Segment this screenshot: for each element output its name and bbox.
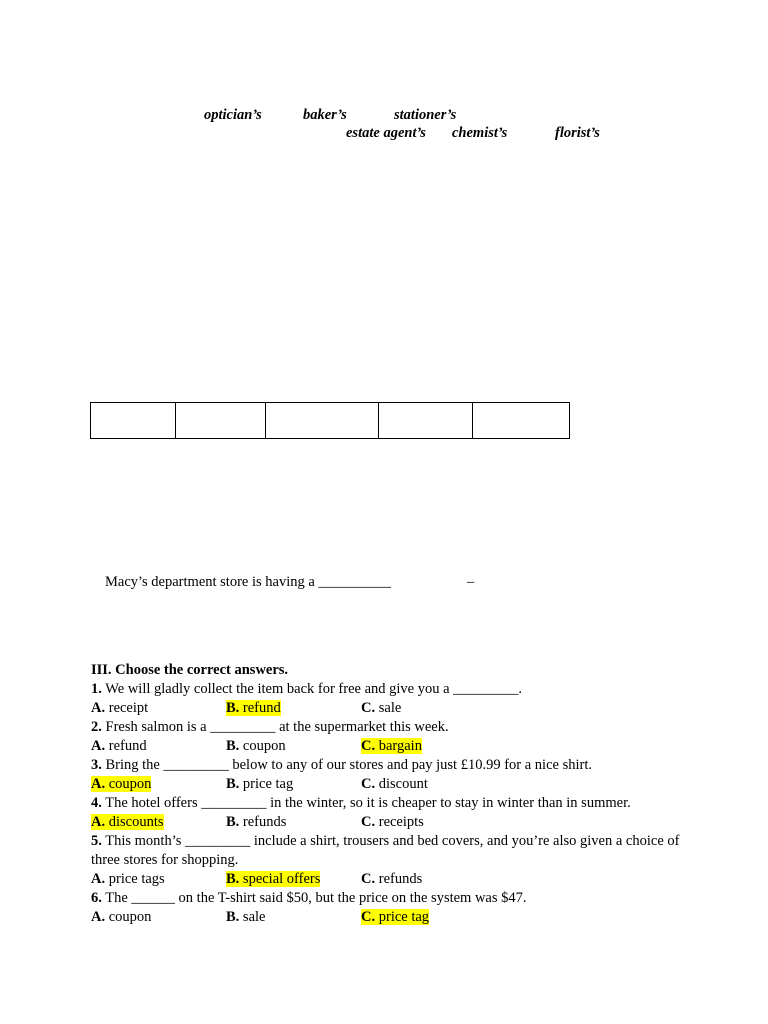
option-c[interactable]	[361, 908, 429, 927]
option-letter: B.	[226, 814, 240, 830]
word-chemists: chemist’s	[452, 125, 508, 141]
option-content	[226, 814, 286, 830]
answer-cell	[473, 403, 570, 439]
option-text: price tag	[378, 909, 430, 925]
options-row	[91, 870, 711, 889]
question-number: 2.	[91, 719, 102, 735]
word-bakers: baker’s	[303, 107, 347, 123]
option-letter: B.	[226, 700, 240, 716]
option-content	[226, 776, 293, 792]
option-letter: A.	[91, 700, 106, 716]
word-estate-agents: estate agent’s	[346, 125, 426, 141]
option-letter: B.	[226, 909, 240, 925]
options-row	[91, 908, 711, 927]
option-text: refund	[108, 738, 147, 754]
option-text: special offers	[242, 871, 321, 887]
option-b[interactable]	[226, 775, 293, 794]
highlighted-answer	[91, 776, 151, 792]
option-b[interactable]	[226, 908, 265, 927]
option-content	[91, 738, 147, 754]
option-a[interactable]	[91, 775, 151, 794]
highlighted-answer	[361, 909, 429, 925]
question-4	[91, 794, 711, 813]
option-text: coupon	[108, 776, 152, 792]
highlighted-answer	[226, 871, 320, 887]
option-b[interactable]	[226, 870, 320, 889]
answer-cell	[379, 403, 473, 439]
option-content	[226, 909, 265, 925]
highlighted-answer	[361, 738, 422, 754]
option-text: price tags	[108, 871, 165, 887]
options-row	[91, 737, 711, 756]
option-b[interactable]	[226, 813, 286, 832]
option-text: coupon	[108, 909, 152, 925]
question-text: The ______ on the T-shirt said $50, but the price on the system was $47.	[105, 890, 527, 906]
option-content	[91, 700, 148, 716]
question-text: Bring the _________ below to any of our stores and pay just £10.99 for a nice shirt.	[105, 757, 592, 773]
option-text: refunds	[378, 871, 423, 887]
question-3	[91, 756, 711, 775]
option-a[interactable]	[91, 737, 147, 756]
answer-cell	[266, 403, 379, 439]
option-content	[91, 909, 151, 925]
option-content	[361, 814, 424, 830]
option-letter: B.	[226, 776, 240, 792]
option-a[interactable]	[91, 908, 151, 927]
question-number: 5.	[91, 833, 102, 849]
option-content	[91, 871, 165, 887]
answer-table	[90, 402, 570, 439]
question-number: 1.	[91, 681, 102, 697]
word-florists: florist’s	[555, 125, 600, 141]
option-text: discount	[378, 776, 428, 792]
option-letter: C.	[361, 700, 376, 716]
question-number: 4.	[91, 795, 102, 811]
question-text: The hotel offers _________ in the winter, so it is cheaper to stay in winter than in summer.	[105, 795, 631, 811]
question-text: Fresh salmon is a _________ at the supermarket this week.	[105, 719, 449, 735]
option-letter: C.	[361, 776, 376, 792]
option-content	[361, 700, 401, 716]
option-text: refunds	[242, 814, 287, 830]
option-content	[226, 738, 286, 754]
option-c[interactable]	[361, 775, 428, 794]
macy-dash: –	[467, 574, 475, 590]
option-c[interactable]	[361, 870, 422, 889]
options-row	[91, 699, 711, 718]
option-a[interactable]	[91, 813, 164, 832]
question-1	[91, 680, 711, 699]
highlighted-answer	[226, 700, 281, 716]
question-text: This month’s _________ include a shirt, trousers and bed covers, and you’re also given a choice of three stores for shopping.	[91, 833, 680, 868]
option-text: refund	[242, 700, 281, 716]
highlighted-answer	[91, 814, 164, 830]
option-c[interactable]	[361, 813, 424, 832]
option-letter: C.	[361, 909, 376, 925]
option-letter: B.	[226, 738, 240, 754]
option-a[interactable]	[91, 699, 148, 718]
options-row	[91, 775, 711, 794]
word-stationers: stationer’s	[394, 107, 457, 123]
option-text: sale	[242, 909, 266, 925]
option-c[interactable]	[361, 737, 422, 756]
question-text: We will gladly collect the item back for free and give you a _________.	[105, 681, 523, 697]
option-a[interactable]	[91, 870, 165, 889]
option-b[interactable]	[226, 699, 281, 718]
question-5	[91, 832, 711, 870]
option-text: receipts	[378, 814, 424, 830]
question-number: 6.	[91, 890, 102, 906]
option-text: price tag	[242, 776, 294, 792]
option-letter: A.	[91, 871, 106, 887]
option-letter: A.	[91, 814, 106, 830]
option-text: discounts	[108, 814, 164, 830]
option-content	[361, 776, 428, 792]
answer-cell	[91, 403, 176, 439]
word-opticians: optician’s	[204, 107, 262, 123]
option-letter: A.	[91, 909, 106, 925]
option-text: sale	[378, 700, 402, 716]
option-content	[361, 871, 422, 887]
macy-sentence: Macy’s department store is having a __________	[105, 574, 391, 590]
option-text: receipt	[108, 700, 149, 716]
option-letter: C.	[361, 814, 376, 830]
options-row	[91, 813, 711, 832]
option-letter: C.	[361, 738, 376, 754]
answer-cell	[176, 403, 266, 439]
question-number: 3.	[91, 757, 102, 773]
option-text: coupon	[242, 738, 286, 754]
section-title: III. Choose the correct answers.	[91, 662, 289, 678]
option-letter: A.	[91, 776, 106, 792]
option-letter: A.	[91, 738, 106, 754]
question-6	[91, 889, 711, 908]
option-text: bargain	[378, 738, 422, 754]
question-2	[91, 718, 711, 737]
section-choose-answers	[91, 661, 711, 927]
option-letter: C.	[361, 871, 376, 887]
option-letter: B.	[226, 871, 240, 887]
option-c[interactable]	[361, 699, 401, 718]
option-b[interactable]	[226, 737, 286, 756]
